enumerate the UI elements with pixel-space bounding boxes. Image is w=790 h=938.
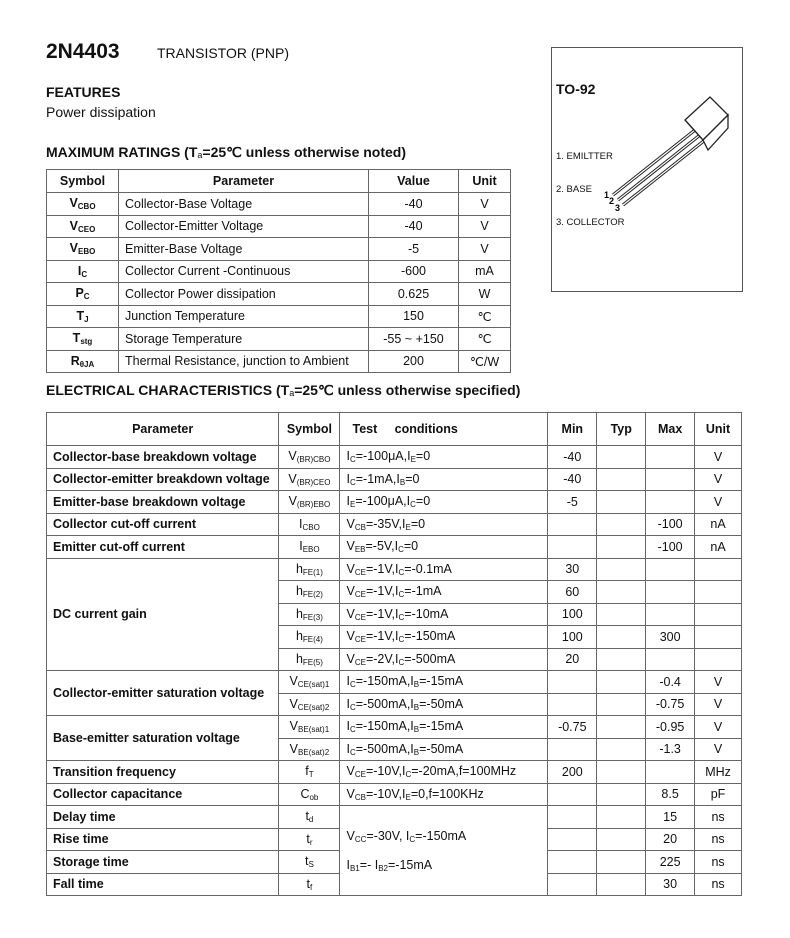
max-cell [646, 558, 695, 581]
symbol-subscript: FE(4) [302, 635, 323, 645]
table-row [47, 671, 742, 694]
unit-cell [695, 558, 742, 581]
column-header: Typ [597, 413, 646, 446]
symbol-cell [47, 328, 119, 351]
symbol-cell [279, 626, 340, 649]
typ-cell [597, 648, 646, 671]
typ-cell [597, 468, 646, 491]
pin-number: 3 [615, 203, 621, 213]
column-header: Symbol [47, 170, 119, 193]
title-text: ELECTRICAL CHARACTERISTICS (T [46, 382, 290, 398]
title-text: =25℃ unless otherwise noted) [202, 144, 407, 160]
parameter-cell: Storage time [47, 851, 279, 874]
value-cell: 0.625 [369, 283, 459, 306]
symbol-text: t [305, 809, 309, 824]
max-cell [646, 446, 695, 469]
parameter-cell: Collector Current -Continuous [119, 260, 369, 283]
min-cell [548, 513, 597, 536]
symbol-subscript: FE(1) [302, 567, 323, 577]
table-row [47, 783, 742, 806]
symbol-subscript: r [309, 837, 313, 847]
typ-cell [597, 693, 646, 716]
max-cell [646, 468, 695, 491]
symbol-cell [279, 693, 340, 716]
value-cell: -55 ~ +150 [369, 328, 459, 351]
min-cell [548, 671, 597, 694]
symbol-text: V [69, 218, 78, 233]
table-row [47, 215, 511, 238]
parameter-cell: Fall time [47, 873, 279, 896]
condition-cell: $I_C=-150mA,I_B=-15mA$ [340, 716, 548, 739]
symbol-subscript: FE(5) [302, 657, 323, 667]
symbol-cell [279, 536, 340, 559]
condition-cell: $V_{CE}=-1V,I_C=-10mA$ [340, 603, 548, 626]
table-row [47, 513, 742, 536]
max-cell: -100 [646, 513, 695, 536]
unit-cell [695, 648, 742, 671]
symbol-text: h [295, 651, 303, 666]
unit-cell: V [695, 716, 742, 739]
condition-cell: $V_{CE}=-2V,I_C=-500mA$ [340, 648, 548, 671]
symbol-cell [47, 193, 119, 216]
pin-number: 1 [604, 190, 610, 200]
min-cell: 20 [548, 648, 597, 671]
table-row [47, 350, 511, 373]
min-cell: 60 [548, 581, 597, 604]
symbol-text: f [305, 764, 309, 779]
max-cell [646, 581, 695, 604]
condition-cell: $V_{CC}=-30V$, $I_C=-150mA$ $I_{B1}=-$ $I_{B2}=-15mA$ [340, 806, 548, 896]
symbol-subscript: S [308, 860, 314, 870]
condition-cell: $I_E=-100\mu A,I_C=0$ [340, 491, 548, 514]
max-cell: -100 [646, 536, 695, 559]
symbol-subscript: θJA [79, 359, 95, 369]
symbol-cell [279, 446, 340, 469]
condition-cell: $I_C=-150mA,I_B=-15mA$ [340, 671, 548, 694]
condition-cell: $V_{EB}=-5V,I_C=0$ [340, 536, 548, 559]
symbol-text: T [72, 331, 81, 346]
unit-cell: ℃/W [459, 350, 511, 373]
features-heading: FEATURES [46, 84, 121, 100]
symbol-cell [279, 738, 340, 761]
table-row [47, 193, 511, 216]
title-text: MAXIMUM RATINGS (T [46, 144, 198, 160]
symbol-subscript: (BR)CEO [296, 477, 331, 487]
symbol-text: V [289, 719, 299, 734]
unit-cell: mA [459, 260, 511, 283]
typ-cell [597, 716, 646, 739]
table-row [47, 558, 742, 581]
min-cell [548, 693, 597, 716]
table-row [47, 446, 742, 469]
symbol-subscript: (BR)EBO [296, 500, 331, 510]
condition-cell: $I_C=-1mA,I_B=0$ [340, 468, 548, 491]
unit-cell: nA [695, 513, 742, 536]
symbol-cell [279, 783, 340, 806]
min-cell [548, 806, 597, 829]
min-cell: 30 [548, 558, 597, 581]
typ-cell [597, 491, 646, 514]
unit-cell: V [695, 671, 742, 694]
max-cell [646, 648, 695, 671]
symbol-text: t [305, 854, 309, 869]
typ-cell [597, 828, 646, 851]
table-row [47, 716, 742, 739]
symbol-text: h [295, 606, 303, 621]
min-cell: -5 [548, 491, 597, 514]
condition-cell: $V_{CE}=-10V,I_C=-20mA,f=100MHz$ [340, 761, 548, 784]
column-header: Value [369, 170, 459, 193]
symbol-text: I [77, 263, 82, 278]
parameter-cell: Base-emitter saturation voltage [47, 716, 279, 761]
symbol-text: C [300, 786, 310, 801]
symbol-cell [279, 851, 340, 874]
symbol-subscript: CEO [78, 224, 96, 234]
column-header: Unit [695, 413, 742, 446]
value-cell: -40 [369, 215, 459, 238]
part-number: 2N4403 [46, 40, 120, 63]
title-text: =25℃ unless otherwise specified) [294, 382, 521, 398]
typ-cell [597, 446, 646, 469]
symbol-text: R [70, 353, 80, 368]
table-row [47, 806, 742, 829]
max-cell [646, 603, 695, 626]
symbol-text: V [289, 696, 298, 711]
symbol-text: P [75, 286, 84, 301]
max-cell: -1.3 [646, 738, 695, 761]
unit-cell: V [459, 193, 511, 216]
column-header: Parameter [47, 413, 279, 446]
max-cell: 15 [646, 806, 695, 829]
max-cell [646, 761, 695, 784]
min-cell [548, 783, 597, 806]
parameter-cell: Transition frequency [47, 761, 279, 784]
typ-cell [597, 761, 646, 784]
min-cell: -40 [548, 446, 597, 469]
symbol-cell [47, 215, 119, 238]
pin-number: 2 [609, 196, 615, 206]
symbol-cell [47, 350, 119, 373]
symbol-cell [47, 283, 119, 306]
column-header: Test conditions [340, 413, 548, 446]
table-row [47, 238, 511, 261]
symbol-subscript: (BR)CBO [296, 455, 331, 465]
symbol-subscript: CBO [302, 522, 320, 532]
typ-cell [597, 873, 646, 896]
typ-cell [597, 558, 646, 581]
min-cell: -40 [548, 468, 597, 491]
unit-cell: W [459, 283, 511, 306]
parameter-cell: Collector cut-off current [47, 513, 279, 536]
min-cell: 100 [548, 603, 597, 626]
typ-cell [597, 513, 646, 536]
table-row [47, 305, 511, 328]
min-cell: -0.75 [548, 716, 597, 739]
parameter-cell: Collector Power dissipation [119, 283, 369, 306]
typ-cell [597, 603, 646, 626]
symbol-subscript: CBO [77, 202, 96, 212]
symbol-text: I [299, 539, 303, 554]
typ-cell [597, 671, 646, 694]
condition-cell: $V_{CE}=-1V,I_C=-0.1mA$ [340, 558, 548, 581]
symbol-subscript: BE(sat)1 [298, 725, 330, 735]
parameter-cell: Collector capacitance [47, 783, 279, 806]
unit-cell: ns [695, 851, 742, 874]
condition-cell: $I_C=-500mA,I_B=-50mA$ [340, 738, 548, 761]
value-cell: 200 [369, 350, 459, 373]
electrical-table [46, 412, 742, 896]
unit-cell [695, 581, 742, 604]
symbol-text: T [76, 308, 85, 323]
symbol-text: V [288, 449, 297, 464]
to92-transistor-icon [600, 90, 740, 220]
max-cell: -0.4 [646, 671, 695, 694]
symbol-subscript: C [83, 292, 90, 302]
unit-cell: ns [695, 873, 742, 896]
package-name: TO-92 [556, 81, 596, 97]
value-cell: -600 [369, 260, 459, 283]
unit-cell: V [695, 738, 742, 761]
symbol-text: V [69, 241, 78, 256]
symbol-text: V [288, 494, 297, 509]
condition-cell: $I_C=-100\mu A,I_E=0$ [340, 446, 548, 469]
symbol-subscript: FE(2) [302, 590, 323, 600]
symbol-cell [279, 468, 340, 491]
condition-cell: $V_{CB}=-10V,I_E=0,f=100KHz$ [340, 783, 548, 806]
symbol-subscript: T [308, 770, 314, 780]
unit-cell: V [695, 446, 742, 469]
typ-cell [597, 851, 646, 874]
column-header: Max [646, 413, 695, 446]
symbol-subscript: EBO [302, 545, 320, 555]
parameter-cell: Delay time [47, 806, 279, 829]
max-cell: -0.75 [646, 693, 695, 716]
symbol-text: I [299, 516, 303, 531]
electrical-title [46, 382, 520, 399]
symbol-cell [47, 305, 119, 328]
symbol-subscript: CE(sat)2 [297, 702, 330, 712]
condition-cell: $V_{CB}=-35V,I_E=0$ [340, 513, 548, 536]
column-header: Symbol [279, 413, 340, 446]
unit-cell: V [695, 468, 742, 491]
symbol-text: h [295, 561, 303, 576]
symbol-cell [47, 260, 119, 283]
typ-cell [597, 738, 646, 761]
title-sub: a [289, 388, 295, 398]
pin-label-collector: 3. COLLECTOR [556, 217, 625, 228]
pin-label-base: 2. BASE [556, 184, 592, 195]
value-cell: 150 [369, 305, 459, 328]
condition-cell: $I_C=-500mA,I_B=-50mA$ [340, 693, 548, 716]
min-cell [548, 873, 597, 896]
unit-cell: ℃ [459, 305, 511, 328]
symbol-subscript: d [308, 815, 314, 825]
value-cell: -5 [369, 238, 459, 261]
symbol-text: h [295, 584, 303, 599]
min-cell [548, 536, 597, 559]
min-cell [548, 738, 597, 761]
symbol-subscript: C [81, 269, 88, 279]
value-cell: -40 [369, 193, 459, 216]
symbol-cell [279, 513, 340, 536]
max-cell: 30 [646, 873, 695, 896]
symbol-text: t [306, 876, 311, 891]
min-cell [548, 828, 597, 851]
parameter-cell: Collector-emitter saturation voltage [47, 671, 279, 716]
max-cell: 225 [646, 851, 695, 874]
symbol-cell [279, 828, 340, 851]
max-ratings-title [46, 144, 406, 161]
typ-cell [597, 536, 646, 559]
symbol-subscript: FE(3) [302, 612, 323, 622]
table-row [47, 491, 742, 514]
symbol-cell [279, 648, 340, 671]
symbol-subscript: EBO [78, 247, 96, 257]
unit-cell: pF [695, 783, 742, 806]
symbol-cell [279, 716, 340, 739]
typ-cell [597, 581, 646, 604]
symbol-subscript: BE(sat)2 [298, 747, 330, 757]
column-header: Parameter [119, 170, 369, 193]
table-row [47, 260, 511, 283]
min-cell: 100 [548, 626, 597, 649]
max-ratings-table [46, 169, 511, 373]
parameter-cell: Collector-emitter breakdown voltage [47, 468, 279, 491]
parameter-cell: Collector-base breakdown voltage [47, 446, 279, 469]
unit-cell: ns [695, 828, 742, 851]
condition-cell: $V_{CE}=-1V,I_C=-1mA$ [340, 581, 548, 604]
symbol-subscript: ob [309, 792, 319, 802]
unit-cell: V [695, 693, 742, 716]
unit-cell: ns [695, 806, 742, 829]
symbol-subscript: J [84, 314, 89, 324]
parameter-cell: Emitter-Base Voltage [119, 238, 369, 261]
condition-cell: $V_{CE}=-1V,I_C=-150mA$ [340, 626, 548, 649]
title-sub: a [197, 150, 203, 160]
parameter-cell: Collector-Emitter Voltage [119, 215, 369, 238]
symbol-subscript: CE(sat)1 [297, 680, 330, 690]
max-cell: 300 [646, 626, 695, 649]
min-cell [548, 851, 597, 874]
column-header: Min [548, 413, 597, 446]
symbol-subscript: stg [80, 337, 93, 347]
symbol-text: V [289, 674, 298, 689]
symbol-text: V [288, 471, 297, 486]
symbol-text: V [289, 741, 299, 756]
symbol-cell [47, 238, 119, 261]
parameter-cell: Junction Temperature [119, 305, 369, 328]
symbol-cell [279, 581, 340, 604]
symbol-cell [279, 873, 340, 896]
table-row [47, 468, 742, 491]
max-cell [646, 491, 695, 514]
unit-cell [695, 603, 742, 626]
symbol-cell [279, 603, 340, 626]
unit-cell [695, 626, 742, 649]
symbol-text: V [69, 196, 78, 211]
unit-cell: V [459, 215, 511, 238]
symbol-cell [279, 806, 340, 829]
unit-cell: V [459, 238, 511, 261]
table-row [47, 761, 742, 784]
pin-label-emitter: 1. EMILTTER [556, 151, 613, 162]
unit-cell: ℃ [459, 328, 511, 351]
symbol-cell [279, 491, 340, 514]
unit-cell: nA [695, 536, 742, 559]
parameter-cell: DC current gain [47, 558, 279, 671]
part-type: TRANSISTOR (PNP) [157, 45, 289, 61]
min-cell: 200 [548, 761, 597, 784]
max-cell: 20 [646, 828, 695, 851]
table-row [47, 536, 742, 559]
symbol-text: t [306, 831, 310, 846]
parameter-cell: Storage Temperature [119, 328, 369, 351]
parameter-cell: Emitter cut-off current [47, 536, 279, 559]
table-row [47, 283, 511, 306]
symbol-cell [279, 671, 340, 694]
symbol-subscript: f [310, 882, 313, 892]
max-cell: 8.5 [646, 783, 695, 806]
typ-cell [597, 806, 646, 829]
table-row [47, 328, 511, 351]
column-header: Unit [459, 170, 511, 193]
parameter-cell: Collector-Base Voltage [119, 193, 369, 216]
max-cell: -0.95 [646, 716, 695, 739]
typ-cell [597, 626, 646, 649]
unit-cell: MHz [695, 761, 742, 784]
typ-cell [597, 783, 646, 806]
symbol-text: h [295, 629, 303, 644]
parameter-cell: Rise time [47, 828, 279, 851]
feature-item: Power dissipation [46, 104, 156, 120]
symbol-cell [279, 761, 340, 784]
parameter-cell: Thermal Resistance, junction to Ambient [119, 350, 369, 373]
unit-cell: V [695, 491, 742, 514]
symbol-cell [279, 558, 340, 581]
parameter-cell: Emitter-base breakdown voltage [47, 491, 279, 514]
